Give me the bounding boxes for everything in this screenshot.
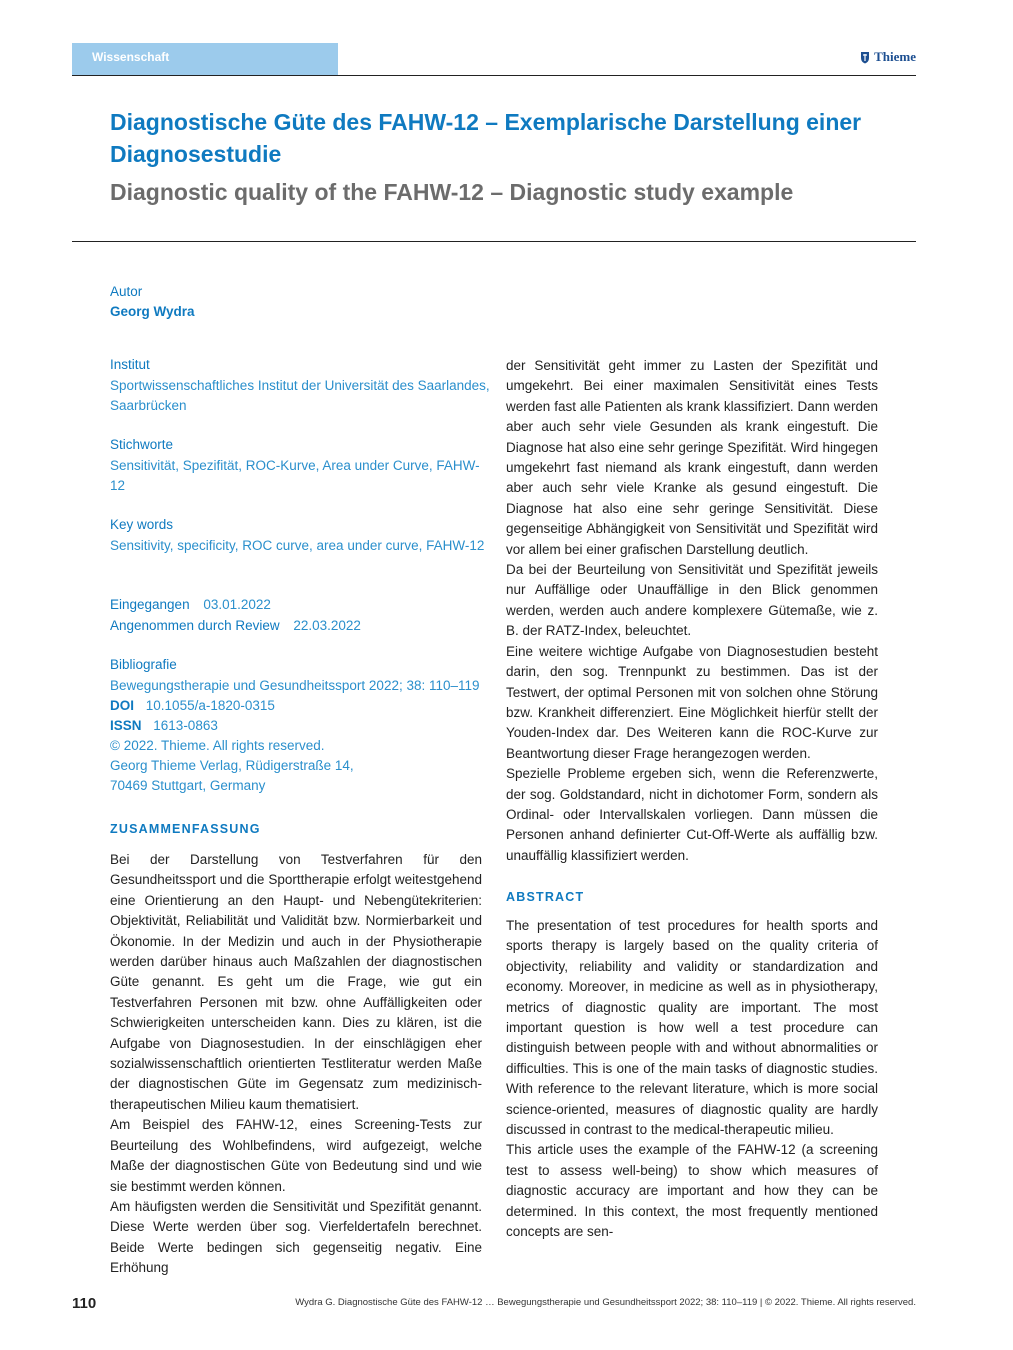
received-date: 03.01.2022 xyxy=(203,597,271,612)
zusammenfassung-body-right xyxy=(506,356,878,866)
keywords-de-label: Stichworte xyxy=(110,437,174,452)
page-number: 110 xyxy=(72,1295,97,1312)
header-rule xyxy=(72,75,916,76)
thieme-crest-icon xyxy=(860,51,870,64)
author-name: Georg Wydra xyxy=(110,304,195,319)
publisher-logo xyxy=(835,49,916,65)
zusammenfassung-paragraph: Am Beispiel des FAHW-12, eines Screening-Tests zur Beurteilung des Wohlbefindens, wird aufgezeigt, welche Maße der diagnostischen Güte von Bedeutung sind und wie sie bestimmt werden können. xyxy=(110,1117,482,1194)
zusammenfassung-heading: ZUSAMMENFASSUNG xyxy=(110,822,261,836)
keywords-en-value: Sensitivity, specificity, ROC curve, area under curve, FAHW-12 xyxy=(110,538,485,553)
zusammenfassung-body-left xyxy=(110,850,482,1279)
accepted-label: Angenommen durch Review xyxy=(110,618,280,633)
title-english: Diagnostic quality of the FAHW-12 – Diagnostic study example xyxy=(110,179,794,205)
zusammenfassung-paragraph: Eine weitere wichtige Aufgabe von Diagnosestudien besteht darin, den sog. Trennpunkt zu bestimmen. Das ist der Testwert, der optimal Personen mit von solchen ohne Störung bzw. Krankheit differenziert. Eine Möglichkeit hierfür stellt der Youden-Index dar. Des Weiteren kann die ROC-Kurve zur Beantwortung dieser Frage herangezogen werden. xyxy=(506,643,878,761)
author-block xyxy=(110,282,490,322)
accepted-date: 22.03.2022 xyxy=(293,618,361,633)
publisher-address-line-1: Georg Thieme Verlag, Rüdigerstraße 14, xyxy=(110,758,354,773)
abstract-body xyxy=(506,916,878,1243)
abstract-paragraph: The presentation of test procedures for health sports and sports therapy is largely based on the quality criteria of objectivity, reliability and validity or standardization and economy. Moreover, in medicine as well as in physiotherapy, metrics of diagnostic quality are important. The most important question is how well a test procedure can distinguish between people with and without abnormalities or difficulties. This is one of the main tasks of diagnostic studies. With reference to the relevant literature, which is more social science-oriented, measures of diagnostic quality are hardly discussed in contrast to the medical-therapeutic milieu. xyxy=(506,918,878,1138)
received-label: Eingegangen xyxy=(110,597,190,612)
copyright-notice: © 2022. Thieme. All rights reserved. xyxy=(110,738,325,753)
zusammenfassung-paragraph: Am häufigsten werden die Sensitivität und Spezifität genannt. Diese Werte werden über sog. Vierfeldertafeln berechnet. Beide Werte bedingen sich gegenseitig negativ. Eine Erhöhung xyxy=(110,1198,482,1276)
doi-link[interactable]: 10.1055/a-1820-0315 xyxy=(145,698,275,713)
institute-block xyxy=(110,355,490,416)
keywords-de-value: Sensitivität, Spezifität, ROC-Kurve, Area under Curve, FAHW-12 xyxy=(110,458,480,493)
keywords-en-label: Key words xyxy=(110,517,174,532)
footer-citation: Wydra G. Diagnostische Güte des FAHW-12 … Bewegungstherapie und Gesundheitssport 2022; 38: 110–119 | © 2022. Thieme. All rights reserved. xyxy=(295,1297,916,1308)
zusammenfassung-paragraph: Bei der Darstellung von Testverfahren für den Gesundheitssport und die Sporttherapie erfolgt weitestgehend eine Orientierung an den Haupt- und Nebengütekriterien: Objektivität, Reliabilität und Validität bzw. Normierbarkeit und Ökonomie. In der Medizin und auch in der Physiotherapie werden darüber hinaus auch Maßzahlen der diagnostischen Güte genannt. Es geht um die Frage, wie gut ein Testverfahren Personen mit bzw. ohne Auffälligkeiten oder Schwierigkeiten unterscheiden kann. Dies zu klären, ist die Aufgabe von Diagnosestudien. In der einschlägigen eher sozialwissenschaftlich orientierten Testliteratur werden Maße der diagnostischen Güte im Gegensatz zum medizinisch-therapeutischen Milieu kaum thematisiert. xyxy=(110,852,482,1112)
author-label: Autor xyxy=(110,284,143,299)
bibliography-block xyxy=(110,655,490,796)
zusammenfassung-paragraph: Da bei der Beurteilung von Sensitivität und Spezifität jeweils nur Auffällige oder Unauffällige in den Blick genommen werden, werden auch andere komplexere Gütemaße, wie z. B. der RATZ-Index, beleuchtet. xyxy=(506,562,878,639)
abstract-paragraph: This article uses the example of the FAHW-12 (a screening test to assess well-being) to show which measures of diagnostic accuracy are important and how they can be determined. In this context, the most frequently mentioned concepts are sen- xyxy=(506,1142,878,1240)
issn-value: 1613-0863 xyxy=(153,718,218,733)
keywords-de-block xyxy=(110,435,490,496)
doi-label: DOI xyxy=(110,698,135,713)
section-tab xyxy=(72,43,338,75)
section-label: Wissenschaft xyxy=(92,50,170,64)
title-rule xyxy=(72,241,916,242)
institute-value: Sportwissenschaftliches Institut der Universität des Saarlandes, Saarbrücken xyxy=(110,378,490,413)
dates-block xyxy=(110,595,490,636)
publisher-name: Thieme xyxy=(874,49,916,64)
bibliography-label: Bibliografie xyxy=(110,657,177,672)
keywords-en-block xyxy=(110,515,490,556)
zusammenfassung-paragraph: Spezielle Probleme ergeben sich, wenn die Referenzwerte, der sog. Goldstandard, nicht in dichotomer Form, sondern als Ordinal- oder Intervallskalen vorliegen. Dann müssen die Personen anhand definierter Cut-Off-Werte als auffällig bzw. unauffällig klassifiziert werden. xyxy=(506,766,878,863)
journal-reference: Bewegungstherapie und Gesundheitssport 2022; 38: 110–119 xyxy=(110,678,480,693)
title-german: Diagnostische Güte des FAHW-12 – Exemplarische Darstellung einer Diagnosestudie xyxy=(110,109,862,167)
abstract-heading: ABSTRACT xyxy=(506,890,585,904)
issn-label: ISSN xyxy=(110,718,142,733)
institute-label: Institut xyxy=(110,357,150,372)
zusammenfassung-paragraph: der Sensitivität geht immer zu Lasten der Spezifität und umgekehrt. Bei einer maximalen Sensitivität eines Tests werden fast alle Patienten als krank klassifiziert. Dann werden aber auch sehr viele Gesunden als krank eingestuft. Die Diagnose hat also eine sehr geringe Spezifität. Wird hingegen umgekehrt fast niemand als krank eingestuft, dann werden aber auch sehr viele Kranke als gesund eingestuft. Die Diagnose hat also eine sehr geringe Sensitivität. Diese gegenseitige Abhängigkeit von Sensitivität und Spezifität wird vor allem bei einer grafischen Darstellung deutlich. xyxy=(506,358,878,557)
publisher-address-line-2: 70469 Stuttgart, Germany xyxy=(110,778,266,793)
